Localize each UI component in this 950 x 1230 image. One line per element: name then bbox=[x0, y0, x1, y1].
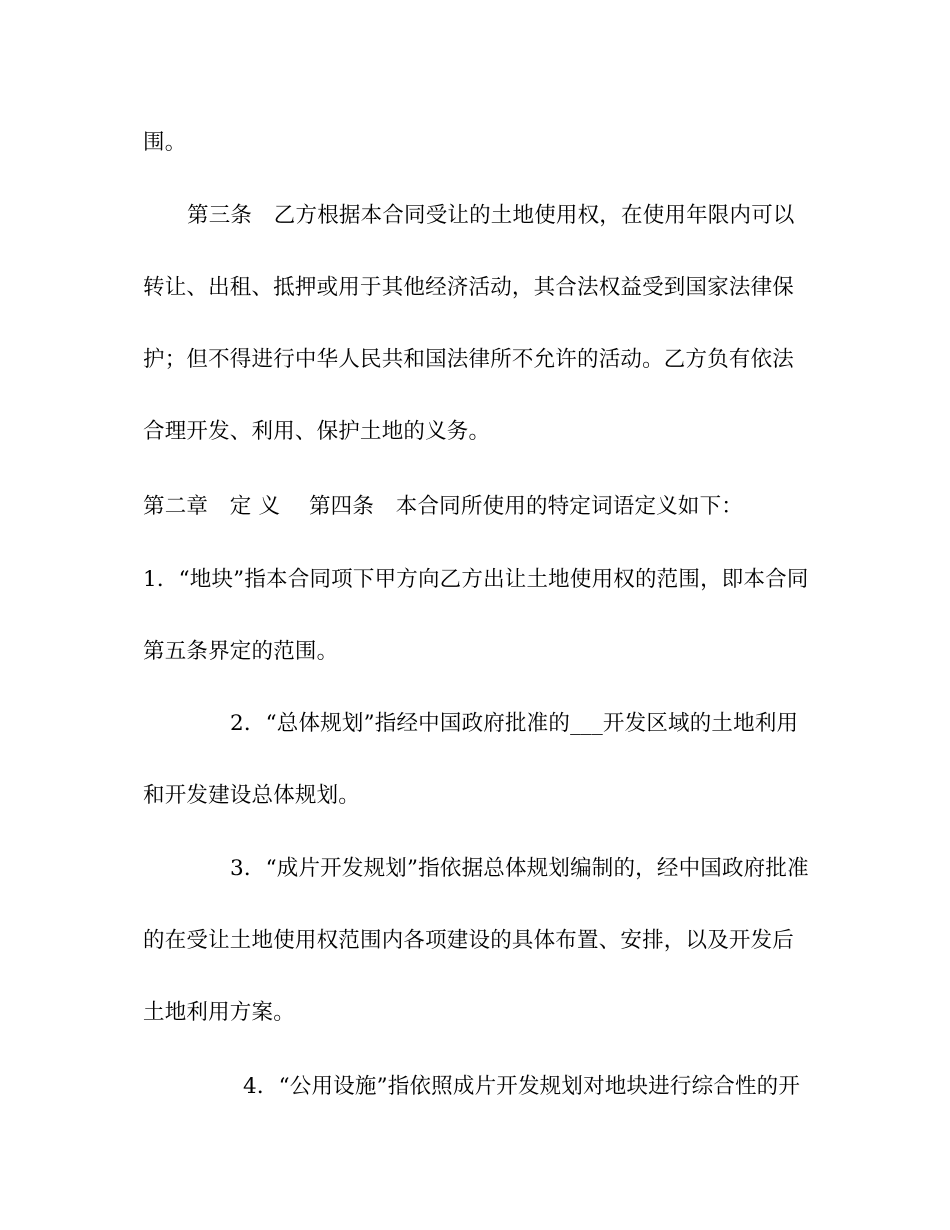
paragraph-line: 的在受让土地使用权范围内各项建设的具体布置、安排，以及开发后 bbox=[143, 928, 795, 953]
paragraph-line: 和开发建设总体规划。 bbox=[143, 783, 361, 808]
paragraph-line: 围。 bbox=[143, 130, 187, 155]
paragraph-line: 转让、出租、抵押或用于其他经济活动，其合法权益受到国家法律保 bbox=[143, 275, 795, 300]
chapter-heading-line: 第二章 定 义 第四条 本合同所使用的特定词语定义如下： bbox=[143, 494, 743, 519]
definition-item-2: 2．“总体规划”指经中国政府批准的___开发区域的土地利用 bbox=[230, 711, 799, 736]
paragraph-line: 护；但不得进行中华人民共和国法律所不允许的活动。乙方负有依法 bbox=[143, 347, 795, 372]
article-three-line: 第三条 乙方根据本合同受让的土地使用权，在使用年限内可以 bbox=[187, 203, 795, 228]
paragraph-line: 第五条界定的范围。 bbox=[143, 639, 339, 664]
definition-item-3: 3．“成片开发规划”指依据总体规划编制的，经中国政府批准 bbox=[230, 856, 809, 881]
paragraph-line: 土地利用方案。 bbox=[143, 1000, 295, 1025]
definition-item-4: 4．“公用设施”指依照成片开发规划对地块进行综合性的开 bbox=[243, 1074, 801, 1099]
definition-item-1: 1．“地块”指本合同项下甲方向乙方出让土地使用权的范围，即本合同 bbox=[143, 567, 809, 592]
paragraph-line: 合理开发、利用、保护土地的义务。 bbox=[143, 419, 491, 444]
